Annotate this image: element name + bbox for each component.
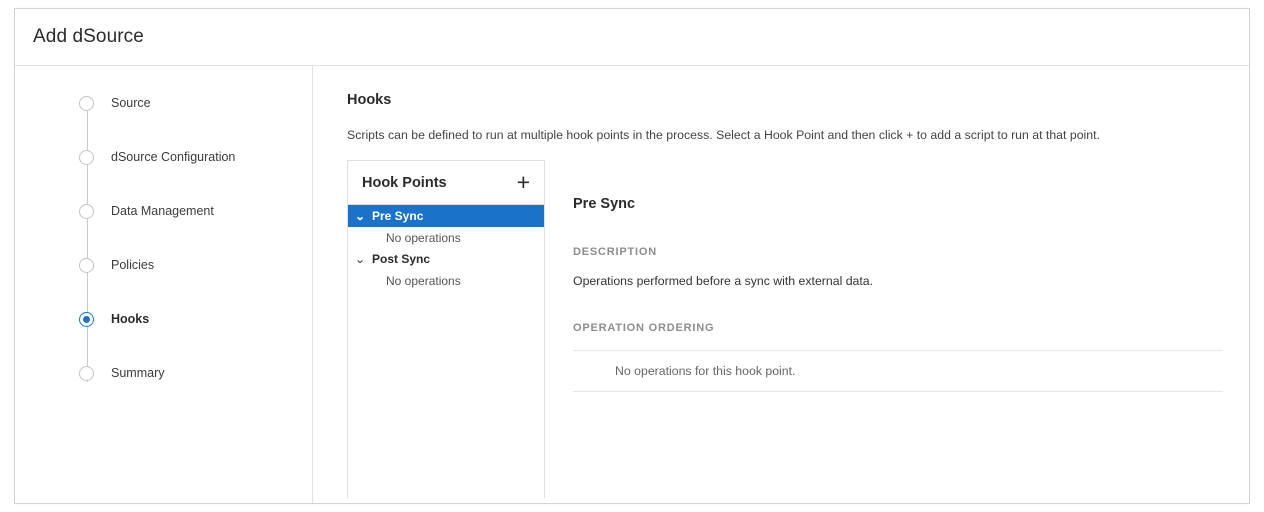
dialog-body [15,66,1249,504]
step-dot-icon [79,204,94,219]
hook-point-label: Pre Sync [372,209,424,223]
operation-ordering-label: OPERATION ORDERING [573,322,715,334]
add-hook-button[interactable]: + [516,169,530,195]
hooks-layout [347,160,1223,498]
step-list [79,94,312,418]
hook-point-pre-sync-operations: No operations [386,230,461,245]
hook-point-pre-sync[interactable] [348,205,544,227]
sidebar-item-label: Data Management [111,204,214,218]
section-title: Hooks [347,92,392,108]
sidebar-item-data-management[interactable] [79,202,312,256]
sidebar-item-summary[interactable] [79,364,312,418]
step-dot-icon [79,150,94,165]
wizard-stepper [15,66,313,504]
dialog-titlebar [15,9,1249,66]
sidebar-item-source[interactable] [79,94,312,148]
section-description: Scripts can be defined to run at multiple hook points in the process. Select a Hook Point and then click + to add a script to run at that point. [347,128,1100,142]
hook-point-detail [545,160,1223,498]
detail-title: Pre Sync [573,196,636,212]
description-label: DESCRIPTION [573,246,657,258]
step-dot-icon [79,366,94,381]
step-dot-icon [79,258,94,273]
sidebar-item-dsource-configuration[interactable] [79,148,312,202]
operations-empty-state: No operations for this hook point. [573,350,1223,392]
page-title: Add dSource [33,26,144,47]
hook-points-list [347,160,545,498]
hook-point-post-sync-operations: No operations [386,273,461,288]
sidebar-item-label: Source [111,96,151,110]
chevron-down-icon[interactable]: ⌄ [354,253,366,266]
sidebar-item-label: dSource Configuration [111,150,236,164]
hook-point-label: Post Sync [372,252,431,266]
chevron-down-icon[interactable]: ⌄ [354,210,366,223]
hook-point-post-sync[interactable] [348,248,544,270]
sidebar-item-hooks[interactable] [79,310,312,364]
sidebar-item-policies[interactable] [79,256,312,310]
step-dot-icon [79,96,94,111]
hook-points-header [348,161,544,205]
sidebar-item-label: Hooks [111,312,150,326]
step-dot-icon-active [79,312,94,327]
sidebar-item-label: Policies [111,258,155,272]
add-dsource-dialog [14,8,1250,504]
description-text: Operations performed before a sync with external data. [573,274,874,288]
hook-points-title: Hook Points [362,174,447,191]
hooks-panel [313,66,1249,504]
sidebar-item-label: Summary [111,366,165,380]
